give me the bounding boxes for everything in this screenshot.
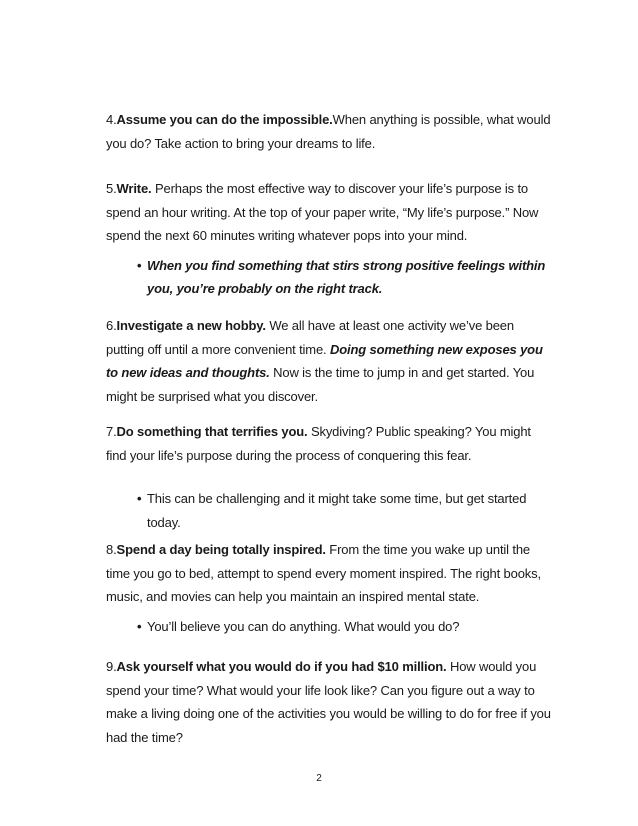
item-text: Perhaps the most effective way to discover your life’s purpose is to spend an hour writing. At the top of your paper write, “My life’s purpose.” Now spend the next 60 minutes writing whatever pops into your mind. bbox=[106, 181, 539, 243]
item-heading: Investigate a new hobby. bbox=[116, 318, 266, 333]
item-paragraph bbox=[106, 420, 552, 467]
item-emphasis: Doing something new exposes you to new ideas and thoughts. bbox=[106, 341, 543, 380]
sub-bullet-text: You’ll believe you can do anything. What would you do? bbox=[147, 618, 460, 634]
bullet-icon: • bbox=[137, 257, 142, 273]
item-paragraph bbox=[106, 314, 552, 408]
item-heading: Assume you can do the impossible. bbox=[116, 112, 333, 127]
list-item-7 bbox=[106, 420, 552, 534]
sub-bullet bbox=[137, 254, 552, 301]
item-text: How would you spend your time? What would your life look like? Can you figure out a way to make a living doing one of the activities you would be willing to do for free if you had the time? bbox=[106, 659, 551, 745]
item-number: 4. bbox=[106, 112, 117, 127]
bullet-icon: • bbox=[137, 618, 142, 634]
item-number: 6. bbox=[106, 318, 117, 333]
item-number: 5. bbox=[106, 181, 117, 196]
item-heading: Ask yourself what you would do if you had $10 million. bbox=[116, 659, 447, 674]
item-text: We all have at least one activity we’ve been putting off until a more convenient time. bbox=[106, 318, 514, 357]
item-paragraph bbox=[106, 655, 552, 749]
item-text: When anything is possible, what would you do? Take action to bring your dreams to life. bbox=[106, 112, 551, 151]
list-item-6 bbox=[106, 314, 552, 408]
item-paragraph bbox=[106, 538, 552, 609]
item-number: 7. bbox=[106, 424, 117, 439]
item-heading: Write. bbox=[116, 181, 152, 196]
page-number: 2 bbox=[316, 773, 322, 784]
item-paragraph bbox=[106, 177, 552, 248]
sub-bullet bbox=[137, 615, 552, 639]
item-text: From the time you wake up until the time you go to bed, attempt to spend every moment inspired. The right books, music, and movies can help you maintain an inspired mental state. bbox=[106, 542, 541, 604]
item-heading: Spend a day being totally inspired. bbox=[116, 542, 326, 557]
list-item-8 bbox=[106, 538, 552, 638]
list-item-9 bbox=[106, 655, 552, 749]
list-item-5 bbox=[106, 177, 552, 301]
item-heading: Do something that terrifies you. bbox=[116, 424, 308, 439]
item-number: 9. bbox=[106, 659, 117, 674]
item-number: 8. bbox=[106, 542, 117, 557]
item-text: Skydiving? Public speaking? You might find your life’s purpose during the process of conquering this fear. bbox=[106, 424, 531, 463]
list-item-4 bbox=[106, 108, 552, 155]
bullet-icon: • bbox=[137, 491, 142, 506]
sub-bullet-text: This can be challenging and it might take some time, but get started today. bbox=[147, 491, 527, 530]
sub-bullet bbox=[137, 487, 552, 534]
sub-bullet-text: When you find something that stirs strong positive feelings within you, you’re probably on the right track. bbox=[147, 257, 546, 296]
item-paragraph bbox=[106, 108, 552, 155]
item-text: Now is the time to jump in and get started. You might be surprised what you discover. bbox=[106, 365, 535, 404]
